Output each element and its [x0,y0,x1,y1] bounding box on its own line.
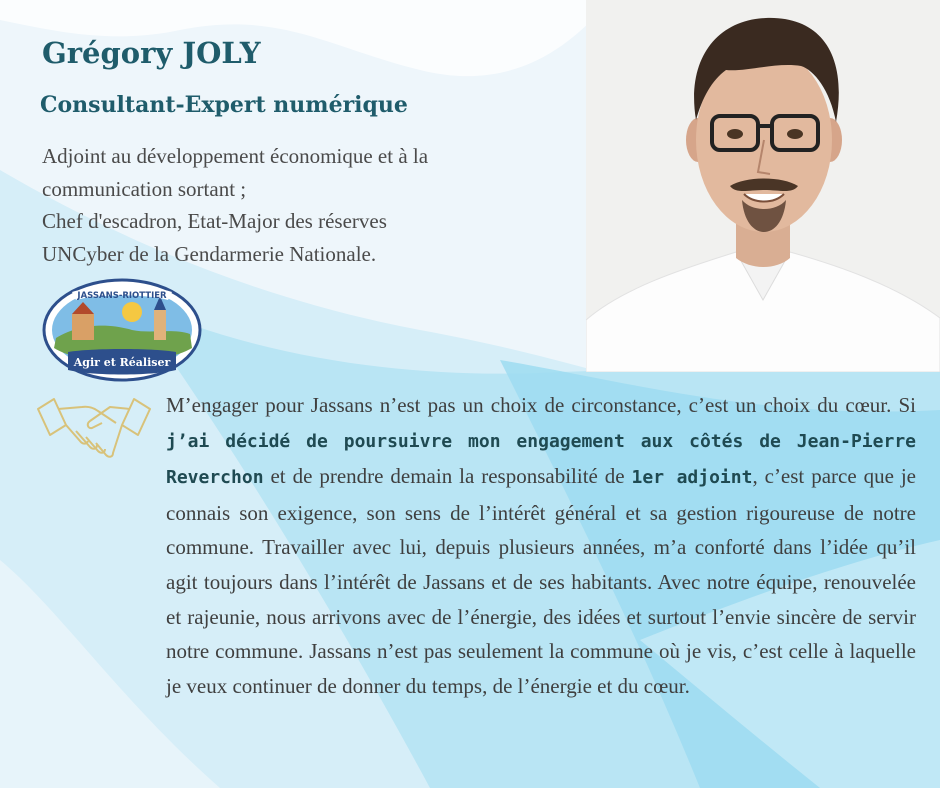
statement-bold-role: 1er adjoint [631,467,753,489]
person-name: Grégory JOLY [42,36,261,70]
handshake-icon [36,395,152,465]
statement-part: et de prendre demain la responsabilité de [263,464,632,489]
description-line: UNCyber de la Gendarmerie Nationale. [42,241,377,266]
description-line: Chef d'escadron, Etat-Major des réserves [42,209,387,233]
description-line: Adjoint au développement économique et à la [42,144,429,168]
description-line: communication sortant ; [42,176,247,201]
jassans-riottier-logo [42,278,202,382]
statement-part: M’engager pour Jassans n’est pas un choix de circonstance, c’est un choix du cœur. Si [166,393,916,417]
logo-town-name: JASSANS-RIOTTIER [77,291,167,301]
logo-motto: Agir et Réaliser [73,356,171,369]
portrait-photo [586,0,940,372]
statement-bold-commitment: j’ai décidé de poursuivre mon engagement aux côtés de Jean-Pierre Reverchon [166,430,916,489]
role-description [42,140,512,270]
statement-part: , c’est parce que je connais son exigence, son sens de l’intérêt général et sa gestion rigoureuse de notre commune. Travailler avec lui, depuis plusieurs années, m’a conforté dans l’idée qu’il agit toujours dans l’intérêt de Jassans et de ses habitants. Avec notre équipe, renouvelée et rajeunie, nous arrivons avec de l’énergie, des idées et surtout l’envie sincère de servir notre commune. Jassans n’est pas seulement la commune où je vis, c’est celle à laquelle je veux continuer de donner du temps, de l’énergie et du cœur. [166,464,916,698]
statement-text [166,388,916,703]
job-title: Consultant-Expert numérique [40,92,408,118]
